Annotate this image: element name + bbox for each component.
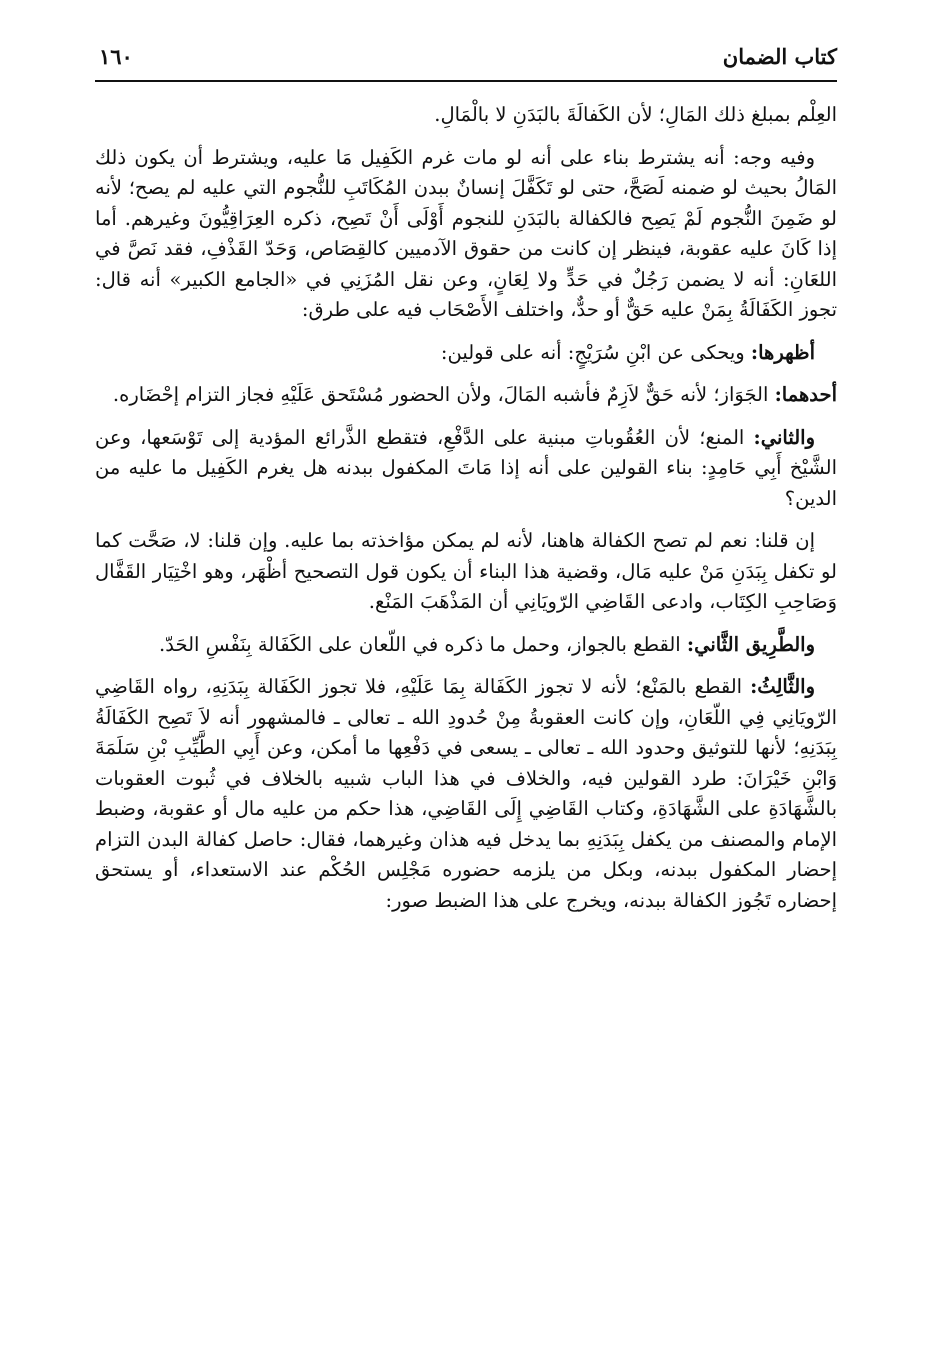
paragraph (95, 143, 837, 326)
paragraph (95, 630, 837, 661)
paragraph-text: المنع؛ لأن العُقُوباتِ مبنية على الدَّفْعِ، فتقطع الذَّرائع المؤدية إلى تَوْسَعها، وعن الشَّيْخ أَبِي حَامِدٍ: بناء القولين على أنه إذا مَاتَ المكفول ببدنه هل يغرم الكَفِيل ما عليه من الدين؟ (95, 425, 837, 510)
paragraph-text: إن قلنا: نعم لم تصح الكفالة هاهنا، لأنه لم يمكن مؤاخذته بما عليه. وإن قلنا: لا، صَحَّت كما لو تكفل بِبَدَنِ مَنْ عليه مَال، وقضية هذا البناء أن يكون قول التصحيح أظْهَر، وهو اخْتِيَار القَفَّال وَصَاحِبِ الكِتَاب، وادعى القَاضِي الرّويَانِي أن المَذْهَبَ المَنْع. (95, 529, 837, 613)
header-rule (95, 80, 837, 82)
paragraph-text: وفيه وجه: أنه يشترط بناء على أنه لو مات غرم الكَفِيل مَا عليه، ويشترط أن يكون ذلك المَالُ بحيث لو ضمنه لَصَحَّ، حتى لو تَكَفَّلَ إنسانٌ ببدن المُكَاتَبِ للنُّجوم التي عليه لم يصح؛ لأنه لو ضَمِنَ النُّجوم لَمْ يَصِح فالكفالة بالبَدَنِ للنجوم أَوْلَى أَنْ تَصِح، ذكره العِرَاقِيُّونَ وغيرهم. أما إذا كَانَ عليه عقوبة، فينظر إن كانت من حقوق الآدميين كالقِصَاص، وَحَدّ القَذْفِ، فقد نَصَّ في اللعَانِ: أنه لا يضمن رَجُلٌ في حَدٍّ ولا لِعَانٍ، وعن نقل المُزَنِي في «الجامع الكبير» أنه قال: تجوز الكَفَالَةُ بِمَنْ عليه حَقٌّ أو حدٌّ، واختلف الأَصْحَاب فيه على طرق: (95, 145, 837, 321)
paragraph-text: العِلْم بمبلغ ذلك المَالِ؛ لأن الكَفالَةَ بالبَدَنِ لا بالْمَالِ. (434, 103, 837, 126)
running-title: كتاب الضمان (722, 44, 837, 69)
paragraph (95, 672, 837, 916)
paragraph-text: الجَوَاز؛ لأنه حَقٌّ لاَزِمٌ فأشبه المَالَ، ولأن الحضور مُسْتَحق عَلَيْهِ فجاز التزام إحْضَاره. (112, 383, 775, 406)
paragraph-text: القطع بالجواز، وحمل ما ذكره في اللّعان على الكَفَالة بِنَفْسِ الحَدّ. (159, 632, 687, 656)
page-body (95, 100, 837, 928)
paragraph (95, 380, 837, 411)
paragraph-lead: والثاني: (753, 425, 815, 449)
paragraph (95, 100, 837, 131)
page-number: ١٦٠ (99, 44, 133, 69)
paragraph-lead: والطَّرِيق الثَّاني: (686, 632, 815, 656)
book-page (95, 40, 837, 1340)
paragraph (95, 526, 837, 618)
paragraph-text: ويحكى عن ابْنِ سُرَيْجٍ: أنه على قولين: (440, 340, 751, 364)
paragraph (95, 338, 837, 369)
paragraph-lead: أحدهما: (774, 383, 837, 406)
paragraph-text: القطع بالمَنْع؛ لأنه لا تجوز الكَفَالة بِمَا عَلَيْهِ، فلا تجوز الكَفَالة بِبَدَنِهِ، رواه القَاضِي الرّويَانِي فِي اللّعَانِ، وإن كانت العقوبةُ مِنْ حُدودِ الله ـ تعالى ـ فالمشهور أنه لاَ تَصِح الكَفَالَةُ بِبَدَنِهِ؛ لأنها للتوثيق وحدود الله ـ تعالى ـ يسعى في دَفْعِها ما أمكن، وعن أَبِي الطَّيِّبِ بْنِ سَلَمَةَ وَابْنِ خَيْرَانَ: طرد القولين فيه، والخلاف في هذا الباب شبيه بالخلاف في ثُبوت العقوبات بالشَّهَادَةِ على الشَّهَادَةِ، وكتاب القَاضِي إِلَى القَاضِي، هذا حكم من عليه مال أو عقوبة، وضبط الإمام والمصنف من يكفل بِبَدَنِهِ بما يدخل فيه هذان وغيرهما، فقال: حاصل كفالة البدن التزام إحضار المكفول ببدنه، وبكل من يلزمه حضوره مَجْلِس الحُكْم عند الاستعداء، أو يستحق إحضاره تَجُوز الكفالة ببدنه، ويخرج على هذا الضبط صور: (95, 675, 837, 912)
paragraph (95, 423, 837, 515)
paragraph-lead: والثَّالِثُ: (750, 675, 815, 698)
paragraph-lead: أظهرها: (750, 340, 815, 364)
page-header (95, 40, 837, 78)
